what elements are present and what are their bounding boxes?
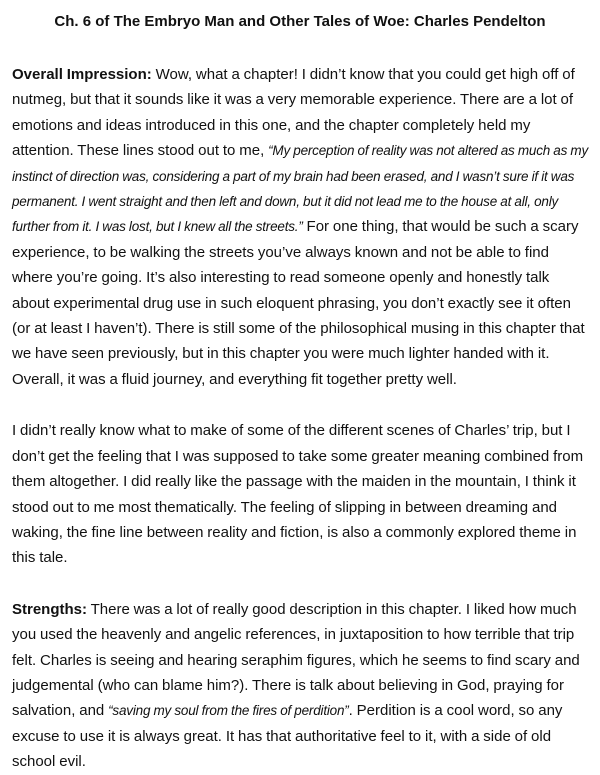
overall-impression-text-2: For one thing, that would be such a scary experience, to be walking the streets you’ve always known and not be able to find where you’re going. It’s also interesting to read someone openly and honestly talk about experimental drug use in such eloquent phrasing, you don’t exactly see it often (or at least I haven’t). There is still some of the philosophical musing in this chapter that we have seen previously, but in this chapter you were much lighter handed with it. Overall, it was a fluid journey, and everything fit together pretty well.	[12, 218, 585, 388]
overall-impression-paragraph	[12, 62, 588, 392]
document-title: Ch. 6 of The Embryo Man and Other Tales of Woe: Charles Pendelton	[54, 13, 546, 30]
strengths-text-1: There was a lot of really good description in this chapter. I liked how much you used the heavenly and angelic references, in juxtaposition to how terrible that trip felt. Charles is seeing and hearing seraphim figures, which he seems to find scary and judgemental (who can blame him?). There is talk about believing in God, praying for salvation, and	[12, 600, 580, 720]
overall-impression-quote: “My perception of reality was not altered as much as my instinct of direction was, considering a part of my brain had been erased, and I wasn’t sure if it was permanent. I went straight and then left and down, but it did not lead me to the house at all, only further from it. I was lost, but I knew all the streets.”	[12, 143, 589, 235]
trip-scenes-paragraph: I didn’t really know what to make of some of the different scenes of Charles’ trip, but I don’t get the feeling that I was supposed to take some greater meaning combined from them altogether. I did really like the passage with the maiden in the mountain, I think it stood out to me most thematically. The feeling of slipping in between dreaming and waking, the fine line between reality and fiction, is also a commonly explored theme in this tale.	[12, 422, 584, 567]
overall-impression-text-1: Wow, what a chapter! I didn’t know that you could get high off of nutmeg, but that it sounds like it was a very memorable experience. There are a lot of emotions and ideas introduced in this one, and the chapter completely held my attention. These lines stood out to me,	[12, 66, 575, 160]
strengths-quote: “saving my soul from the fires of perdition”	[108, 703, 349, 719]
strengths-label: Strengths:	[12, 600, 87, 618]
overall-impression-label: Overall Impression:	[12, 66, 152, 83]
strengths-text-2: . Perdition is a cool word, so any excuse to use it is always great. It has that authoritative feel to it, with a side of old school evil.	[12, 702, 563, 771]
strengths-paragraph	[12, 597, 588, 775]
